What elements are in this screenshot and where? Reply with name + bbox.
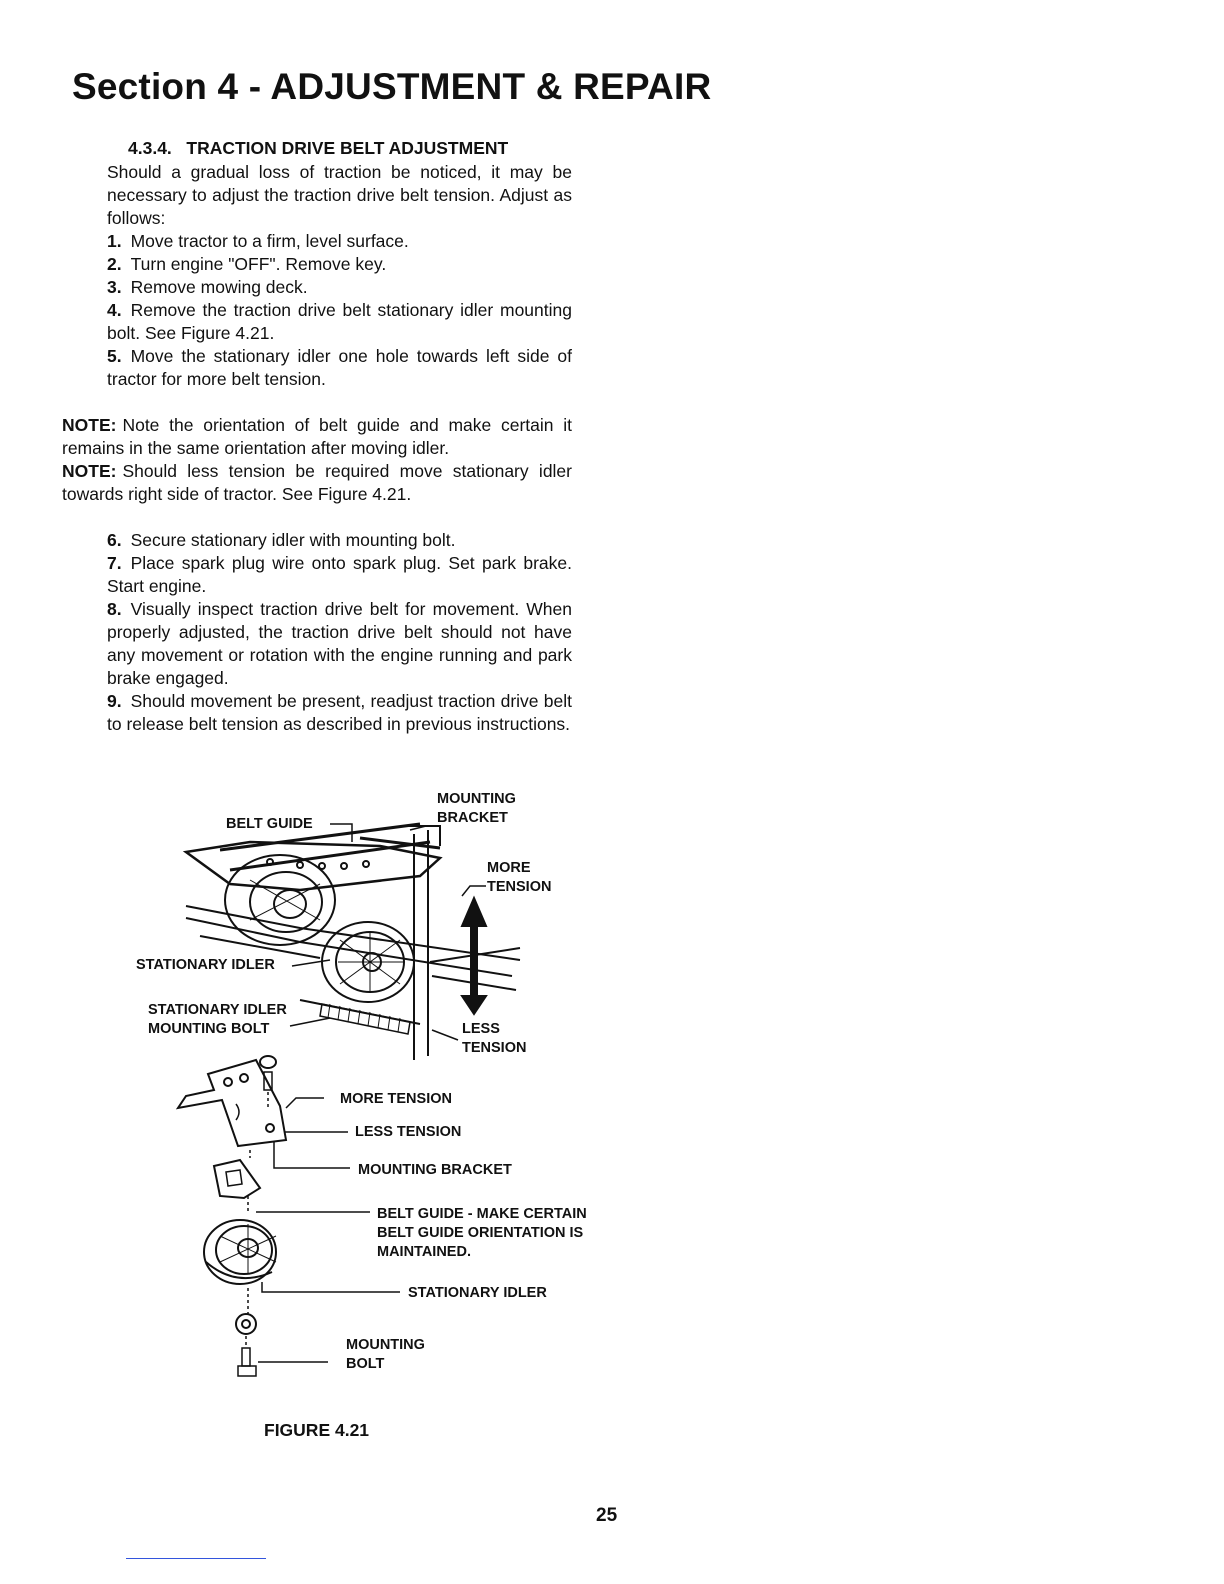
label-less-tension: LESS TENSION (355, 1124, 462, 1140)
label-mounting-bracket: MOUNTING BRACKET (358, 1162, 512, 1178)
page-number: 25 (596, 1505, 618, 1526)
subsection-title: TRACTION DRIVE BELT ADJUSTMENT (186, 138, 509, 158)
figure-caption: FIGURE 4.21 (264, 1420, 370, 1440)
label-line: MOUNTING BOLT (148, 1021, 270, 1037)
label-line: MAINTAINED. (377, 1244, 471, 1260)
label-belt-guide-note (377, 1205, 587, 1262)
label-line: TENSION (487, 879, 552, 895)
label-stationary-idler-top: STATIONARY IDLER (136, 957, 275, 973)
step-text: Visually inspect traction drive belt for movement. When properly adjusted, the traction drive belt should not have any movement or rotation with the engine running and park brake engaged. (107, 599, 572, 688)
label-more-tension: MORE TENSION (340, 1091, 452, 1107)
label-line: TENSION (462, 1040, 527, 1056)
step-number: 4. (107, 300, 122, 320)
step-text: Turn engine "OFF". Remove key. (130, 254, 387, 274)
step-text: Remove mowing deck. (130, 277, 308, 297)
step-text: Should movement be present, readjust traction drive belt to release belt tension as described in previous instructions. (107, 691, 572, 734)
label-line: BELT GUIDE - MAKE CERTAIN (377, 1206, 587, 1222)
note-label: NOTE: (62, 415, 117, 435)
label-line: MOUNTING (346, 1337, 425, 1353)
step-number: 1. (107, 231, 122, 251)
label-line: LESS (462, 1021, 500, 1037)
label-more-tension-top (487, 859, 551, 897)
label-stationary-idler: STATIONARY IDLER (408, 1285, 547, 1301)
note-text: Should less tension be required move stationary idler towards right side of tractor. See Figure 4.21. (62, 461, 572, 504)
section-title: Section 4 - ADJUSTMENT & REPAIR (72, 66, 712, 107)
label-idler-mounting-bolt (148, 1001, 287, 1039)
subsection-number: 4.3.4. (128, 138, 172, 158)
label-line: BELT GUIDE ORIENTATION IS (377, 1225, 584, 1241)
label-line: BOLT (346, 1356, 385, 1372)
label-line: BRACKET (437, 810, 508, 826)
label-line: MORE (487, 860, 531, 876)
exploded-view-drawing (178, 1056, 286, 1376)
footer-rule (126, 1558, 266, 1559)
label-less-tension-top (462, 1020, 526, 1058)
step-number: 8. (107, 599, 122, 619)
label-line: STATIONARY IDLER (148, 1002, 287, 1018)
step-text: Secure stationary idler with mounting bolt. (130, 530, 456, 550)
note-text: Note the orientation of belt guide and make certain it remains in the same orientation after moving idler. (62, 415, 572, 458)
label-mounting-bracket-top (437, 790, 516, 828)
step-number: 7. (107, 553, 122, 573)
label-line: MOUNTING (437, 791, 516, 807)
step-number: 5. (107, 346, 122, 366)
label-mounting-bolt (346, 1336, 425, 1374)
step-text: Place spark plug wire onto spark plug. Set park brake. Start engine. (107, 553, 572, 596)
step-number: 9. (107, 691, 122, 711)
note-label: NOTE: (62, 461, 117, 481)
step-text: Move tractor to a firm, level surface. (130, 231, 409, 251)
step-text: Remove the traction drive belt stationary idler mounting bolt. See Figure 4.21. (107, 300, 572, 343)
step-number: 6. (107, 530, 122, 550)
label-belt-guide-top: BELT GUIDE (226, 816, 313, 832)
step-number: 2. (107, 254, 122, 274)
intro-paragraph: Should a gradual loss of traction be noticed, it may be necessary to adjust the traction drive belt tension. Adjust as follows: (107, 162, 572, 228)
step-text: Move the stationary idler one hole towards left side of tractor for more belt tension. (107, 346, 572, 389)
step-number: 3. (107, 277, 122, 297)
